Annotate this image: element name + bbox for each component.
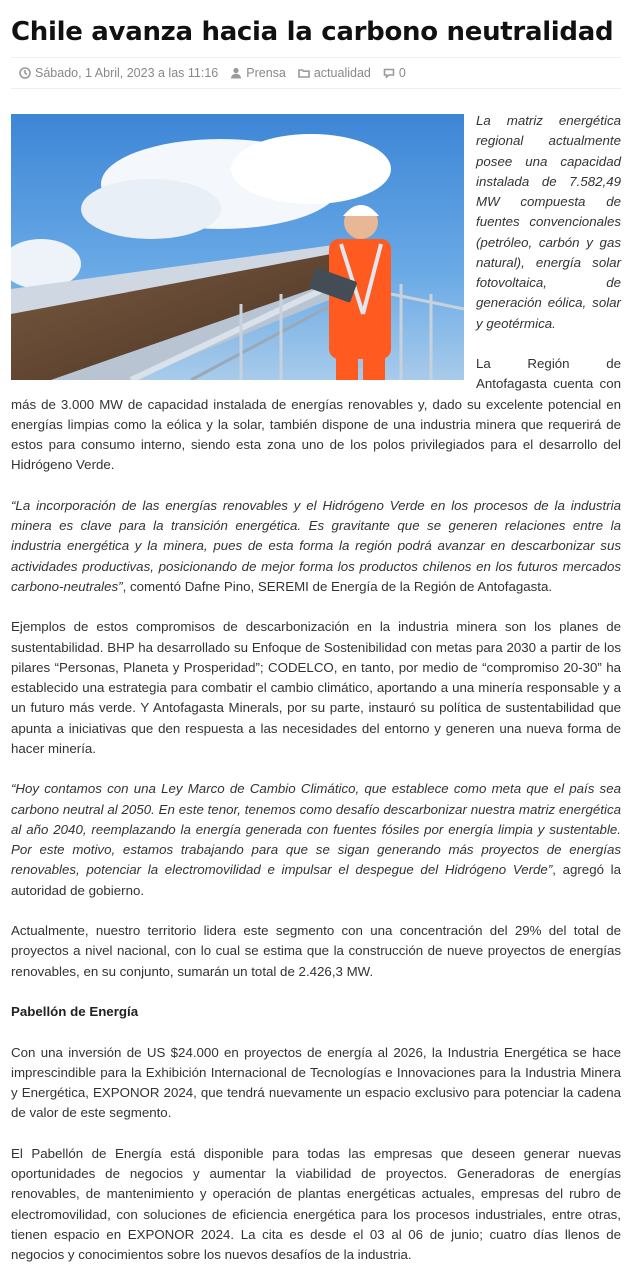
quote-pino: “La incorporación de las energías renovables y el Hidrógeno Verde en los procesos de la industria minera es clave para la transición energética. Es gravitante que se generen relaciones entre la industria energética y la minera, pues de esta forma la región podrá avanzar en descarbonizar sus actividades productivas, posicionando de mejor forma los productos chilenos en los futuros mercados carbono-neutrales” (11, 497, 621, 594)
meta-author-text: Prensa (246, 66, 286, 80)
folder-icon (298, 67, 310, 79)
article (11, 0, 621, 1286)
paragraph-5 (11, 779, 621, 901)
meta-comments[interactable] (383, 66, 406, 80)
paragraph-2: La Región de Antofagasta cuenta con más de 3.000 MW de capacidad instalada de energías renovables y, dado su excelente potencial en energías limpias como la eólica y la solar, también dispone de una industria minera que requerirá de estos para consumo interno, siendo esta zona uno de los polos privilegiados para el desarrollo del Hidrógeno Verde. (11, 356, 621, 473)
subheading-pabellon: Pabellón de Energía (11, 1004, 139, 1019)
comment-icon (383, 67, 395, 79)
paragraph-1-text: La matriz energética regional actualmente posee una capacidad instalada de 7.582,49 MW compuesta de fuentes convencionales (petróleo, carbón y gas natural), energía solar fotovoltaica, de generación eólica, solar y geotérmica. (476, 113, 621, 331)
paragraph-6: Actualmente, nuestro territorio lidera este segmento con una concentración del 29% del total de proyectos a nivel nacional, con lo cual se estima que la construcción de nueve proyectos de energías renovables, en su conjunto, sumarán un total de 2.426,3 MW. (11, 923, 621, 979)
clock-icon (19, 67, 31, 79)
meta-category-text: actualidad (313, 66, 371, 80)
meta-date (19, 66, 218, 80)
meta-date-text: Sábado, 1 Abril, 2023 a las 11:16 (35, 66, 219, 80)
paragraph-4: Ejemplos de estos compromisos de descarbonización en la industria minera son los planes de sustentabilidad. BHP ha desarrollado su Enfoque de Sostenibilidad con metas para 2030 a partir de los pilares “Personas, Planeta y Prosperidad”; CODELCO, en tanto, por medio de “compromiso 20-30” ha establecido una estrategia para combatir el cambio climático, aportando a una minería responsable y a un futuro más verde. Y Antofagasta Minerals, por su parte, instauró su política de sustentabilidad que apunta a iniciativas que den respuesta a las necesidades del entorno y generen una nueva forma de hacer minería. (11, 619, 621, 756)
hero-image-worker-conveyor (11, 114, 464, 380)
article-meta (11, 57, 621, 89)
paragraph-3 (11, 496, 621, 597)
quote-authority: “Hoy contamos con una Ley Marco de Cambio Climático, que establece como meta que el país sea carbono neutral al 2050. En este tenor, tenemos como desafío descarbonizar nuestra matriz energética al año 2040, reemplazando la energía generada con fuentes fósiles por energía limpia y sustentable. Por este motivo, estamos trabajando para que se sigan generando más proyectos de energías renovables, potenciar la electromovilidad e impulsar el despegue del Hidrógeno Verde” (11, 781, 621, 878)
article-title: Chile avanza hacia la carbono neutralidad (11, 17, 614, 47)
meta-category[interactable] (298, 66, 371, 80)
article-content (11, 111, 621, 1265)
paragraph-8: El Pabellón de Energía está disponible para todas las empresas que deseen generar nuevas oportunidades de negocios y aumentar la viabilidad de proyectos. Generadoras de energías renovables, de mantenimiento y operación de plantas energéticas actuales, empresas del rubro de electromovilidad, con soluciones de eficiencia energética para los procesos industriales, entre otras, tienen espacio en EXPONOR 2024. La cita es desde el 03 al 06 de junio; cuatro días llenos de negocios y conocimientos sobre los nuevos desafíos de la industria. (11, 1145, 621, 1262)
subheading-paragraph (11, 1002, 621, 1022)
quote-authority-attribution: , agregó la autoridad de gobierno. (11, 862, 621, 898)
quote-pino-attribution: , comentó Dafne Pino, SEREMI de Energía de la Región de Antofagasta. (122, 578, 553, 594)
user-icon (230, 67, 242, 79)
paragraph-7: Con una inversión de US $24.000 en proyectos de energía al 2026, la Industria Energética se hace imprescindible para la Exhibición Internacional de Tecnologías e Innovaciones para la Industria Minera y Energética, EXPONOR 2024, que tendrá nuevamente un espacio exclusivo para potenciar la cadena de valor de este segmento. (11, 1044, 621, 1121)
meta-author[interactable] (230, 66, 286, 80)
meta-comments-count: 0 (398, 66, 406, 80)
